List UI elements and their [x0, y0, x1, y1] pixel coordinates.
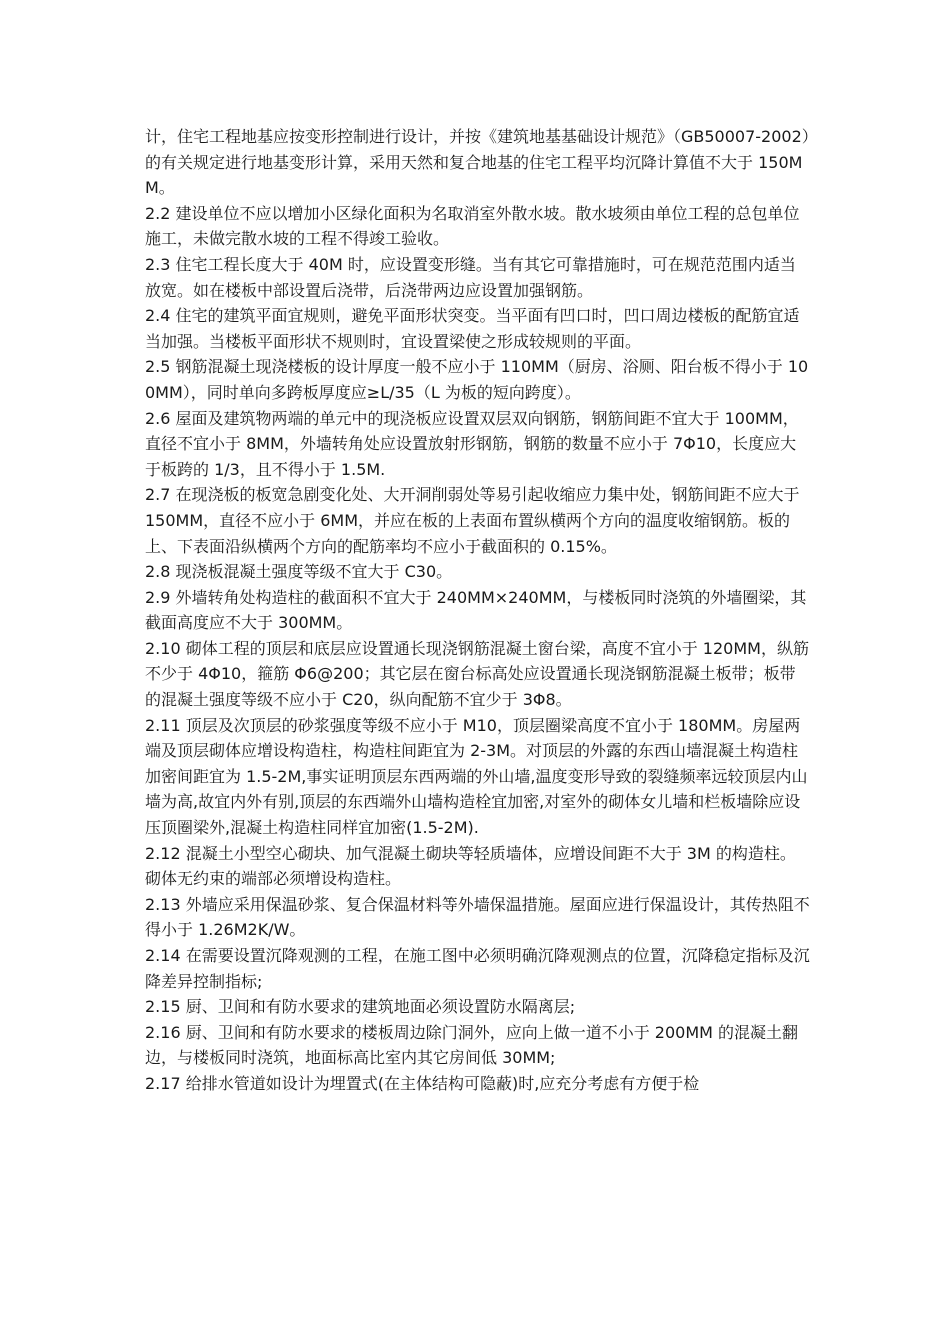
paragraph-2-5: 2.5 钢筋混凝土现浇楼板的设计厚度一般不应小于 110MM（厨房、浴厕、阳台板不得小于 100MM），同时单向多跨板厚度应≥L/35（L 为板的短向跨度）。	[145, 357, 809, 402]
paragraph-2-14: 2.14 在需要设置沉降观测的工程，在施工图中必须明确沉降观测点的位置，沉降稳定指标及沉降差异控制指标;	[145, 946, 810, 991]
document-body	[145, 124, 810, 1097]
paragraph-2-6: 2.6 屋面及建筑物两端的单元中的现浇板应设置双层双向钢筋，钢筋间距不宜大于 100MM，直径不宜小于 8MM，外墙转角处应设置放射形钢筋，钢筋的数量不应小于 7Φ10，长度应大于板跨的 1/3，且不得小于 1.5M.	[145, 408, 799, 479]
paragraph-2-9: 2.9 外墙转角处构造柱的截面积不宜大于 240MM×240MM，与楼板同时浇筑的外墙圈梁，其截面高度应不大于 300MM。	[145, 587, 807, 633]
paragraph-2-11: 2.11 顶层及次顶层的砂浆强度等级不应小于 M10，顶层圈梁高度不宜小于 180MM。房屋两端及顶层砌体应增设构造柱，构造柱间距宜为 2-3M。对顶层的外露的东西山墙混凝土构造柱加密间距宜为 1.5-2M,事实证明顶层东西两端的外山墙,温度变形导致的裂缝频率远较顶层内山墙为高,故宜内外有别,顶层的东西端外山墙构造栓宜加密,对室外的砌体女儿墙和栏板墙除应设压顶圈梁外,混凝土构造柱同样宜加密(1.5-2M).	[145, 715, 808, 838]
paragraph-continuation: 计，住宅工程地基应按变形控制进行设计，并按《建筑地基基础设计规范》（GB50007-2002）的有关规定进行地基变形计算，采用天然和复合地基的住宅工程平均沉降计算值不大于 150MM。	[145, 127, 810, 198]
paragraph-2-4: 2.4 住宅的建筑平面宜规则，避免平面形状突变。当平面有凹口时，凹口周边楼板的配筋宜适当加强。当楼板平面形状不规则时，宜设置梁使之形成较规则的平面。	[145, 306, 800, 351]
paragraph-2-17: 2.17 给排水管道如设计为埋置式(在主体结构可隐蔽)时,应充分考虑有方便于检	[145, 1073, 700, 1093]
paragraph-2-10: 2.10 砌体工程的顶层和底层应设置通长现浇钢筋混凝土窗台梁，高度不宜小于 120MM，纵筋不少于 4Φ10，箍筋 Φ6@200；其它层在窗台标高处应设置通长现浇钢筋混凝土板带；板带的混凝土强度等级不应小于 C20，纵向配筋不宜少于 3Φ8。	[145, 638, 809, 710]
paragraph-2-2: 2.2 建设单位不应以增加小区绿化面积为名取消室外散水坡。散水坡须由单位工程的总包单位施工，未做完散水坡的工程不得竣工验收。	[145, 203, 800, 249]
paragraph-2-3: 2.3 住宅工程长度大于 40M 时，应设置变形缝。当有其它可靠措施时，可在规范范围内适当放宽。如在楼板中部设置后浇带，后浇带两边应设置加强钢筋。	[145, 254, 796, 300]
paragraph-2-12: 2.12 混凝土小型空心砌块、加气混凝土砌块等轻质墙体，应增设间距不大于 3M 的构造柱。砌体无约束的端部必须增设构造柱。	[145, 843, 796, 889]
paragraph-2-8: 2.8 现浇板混凝土强度等级不宜大于 C30。	[145, 562, 453, 582]
paragraph-2-15: 2.15 厨、卫间和有防水要求的建筑地面必须设置防水隔离层;	[145, 997, 576, 1017]
paragraph-2-16: 2.16 厨、卫间和有防水要求的楼板周边除门洞外，应向上做一道不小于 200MM 的混凝土翻边，与楼板同时浇筑，地面标高比室内其它房间低 30MM;	[145, 1022, 799, 1068]
paragraph-2-7: 2.7 在现浇板的板宽急剧变化处、大开洞削弱处等易引起收缩应力集中处，钢筋间距不应大于 150MM，直径不应小于 6MM，并应在板的上表面布置纵横两个方向的温度收缩钢筋。板的上、下表面沿纵横两个方向的配筋率均不应小于截面积的 0.15%。	[145, 485, 800, 556]
paragraph-2-13: 2.13 外墙应采用保温砂浆、复合保温材料等外墙保温措施。屋面应进行保温设计，其传热阻不得小于 1.26M2K/W。	[145, 894, 810, 940]
